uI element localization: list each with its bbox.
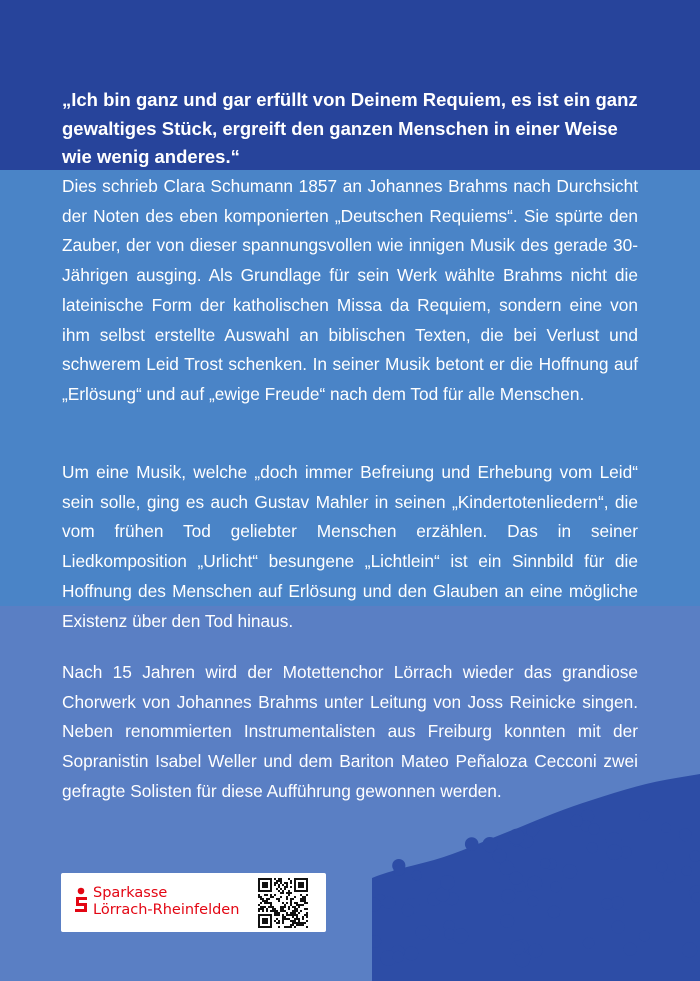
sponsor-name [93,885,239,919]
sponsor-name-line2: Lörrach-Rheinfelden [93,902,240,918]
sparkasse-s-icon [73,887,89,915]
paragraph-concert-announcement: Nach 15 Jahren wird der Motettenchor Lörrach wieder das grandiose Chorwerk von Johannes Brahms unter Leitung von Joss Reinicke singen. Neben renommierten Instrumentalisten aus Freiburg konnten mit der Sopranistin Isabel Weller und dem Bariton Mateo Peñaloza Cecconi zwei gefragte Solisten für diese Aufführung gewonnen werden. [62,662,638,801]
choir-silhouette-image [372,770,700,981]
sponsor-name-line1: Sparkasse [93,885,168,901]
clara-schumann-quote: „Ich bin ganz und gar erfüllt von Deinem Requiem, es ist ein ganz gewaltiges Stück, ergreift den ganzen Menschen in einer Weise wie wenig anderes.“ [62,89,638,167]
qr-code-icon[interactable] [258,878,308,928]
paragraph-brahms-requiem: Dies schrieb Clara Schumann 1857 an Johannes Brahms nach Durchsicht der Noten des eben komponierten „Deutschen Requiems“. Sie spürte den Zauber, der von dieser spannungsvollen wie innigen Musik des gerade 30-Jährigen ausging. Als Grundlage für sein Werk wählte Brahms nicht die lateinische Form der katholischen Missa da Requiem, sondern eine von ihm selbst erstellte Auswahl an biblischen Texten, die bei Verlust und schwerem Leid Trost schenken. In seiner Musik betont er die Hoffnung auf „Erlösung“ und auf „ewige Freude“ nach dem Tod für alle Menschen. [62,176,638,404]
sponsor-box [61,873,326,932]
paragraph-mahler: Um eine Musik, welche „doch immer Befreiung und Erhebung vom Leid“ sein solle, ging es auch Gustav Mahler in seinen „Kindertotenliedern“, die vom frühen Tod geliebter Menschen erzählen. Das in seiner Liedkomposition „Urlicht“ besungene „Lichtlein“ ist ein Sinnbild für die Hoffnung des Menschen auf Erlösung und den Glauben an eine mögliche Existenz über den Tod hinaus. [62,462,638,631]
